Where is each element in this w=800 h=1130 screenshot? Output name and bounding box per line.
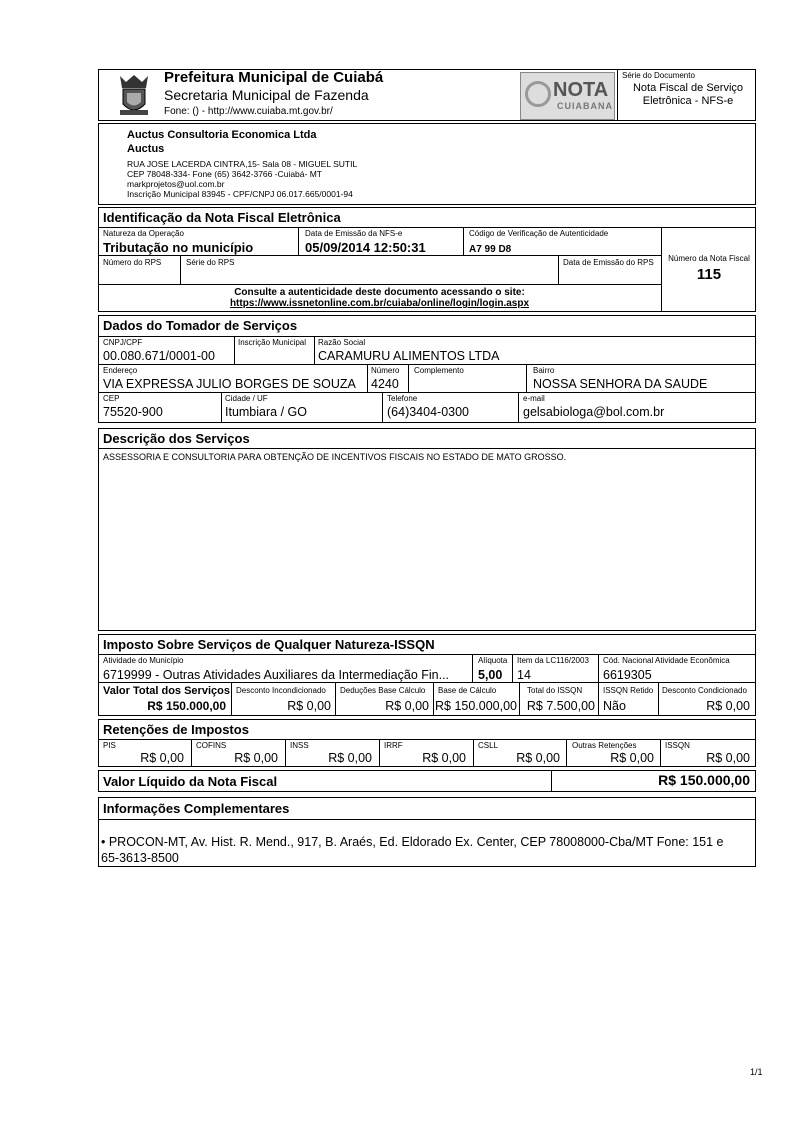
header-subtitle: Secretaria Municipal de Fazenda (164, 87, 369, 103)
services-description: ASSESSORIA E CONSULTORIA PARA OBTENÇÃO DE INCENTIVOS FISCAIS NO ESTADO DE MATO GROSSO. (103, 452, 567, 462)
cod-label: Cód. Nacional Atividade Econômica (603, 656, 730, 665)
desconto-cond-value: R$ 0,00 (706, 699, 750, 713)
provider-email: markprojetos@uol.com.br (127, 179, 225, 189)
data-emissao-value: 05/09/2014 12:50:31 (305, 240, 426, 255)
data-emissao-label: Data de Emissão da NFS-e (305, 229, 403, 238)
cidade-value: Itumbiara / GO (225, 405, 307, 419)
page-number: 1/1 (750, 1067, 763, 1077)
item-label: Item da LC116/2003 (517, 656, 589, 665)
cnpj-value: 00.080.671/0001-00 (103, 349, 215, 363)
desconto-incond-label: Desconto Incondicionado (236, 686, 326, 695)
logo-subtext: CUIABANA (557, 101, 613, 111)
bairro-label: Bairro (533, 366, 555, 375)
complementares-title: Informações Complementares (103, 801, 290, 816)
serie-label: Série do Documento (622, 71, 695, 80)
natureza-value: Tributação no município (103, 240, 254, 255)
desconto-cond-label: Desconto Condicionado (662, 686, 747, 695)
tomador-title: Dados do Tomador de Serviços (103, 318, 298, 333)
serie-line2: Eletrônica - NFS-e (642, 95, 734, 107)
complementares-line1: • PROCON-MT, Av. Hist. R. Mend., 917, B. Araés, Ed. Eldorado Ex. Center, CEP 78008000-Cba/MT Fone: 151 e (101, 835, 724, 849)
provider-registration: Inscrição Municipal 83945 - CPF/CNPJ 06.017.665/0001-94 (127, 189, 353, 199)
logo-text: NOTA (553, 79, 609, 101)
outras-retencoes-value: R$ 0,00 (610, 751, 654, 765)
deducoes-label: Deduções Base Cálculo (340, 686, 426, 695)
cofins-label: COFINS (196, 741, 227, 750)
base-calculo-label: Base de Cálculo (438, 686, 497, 695)
telefone-value: (64)3404-0300 (387, 405, 470, 419)
cep-value: 75520-900 (103, 405, 163, 419)
retencoes-title: Retenções de Impostos (103, 722, 249, 737)
identification-title: Identificação da Nota Fiscal Eletrônica (103, 210, 341, 225)
numero-nota-value: 115 (696, 266, 722, 283)
issqn-retido-value: Não (603, 699, 626, 713)
csll-label: CSLL (478, 741, 499, 750)
deducoes-value: R$ 0,00 (385, 699, 429, 713)
rps-numero-label: Número do RPS (103, 258, 162, 267)
header-title: Prefeitura Municipal de Cuiabá (164, 69, 384, 86)
cod-value: 6619305 (603, 668, 652, 682)
services-title: Descrição dos Serviços (103, 431, 250, 446)
codigo-label: Código de Verificação de Autenticidade (469, 229, 609, 238)
razao-value: CARAMURU ALIMENTOS LTDA (318, 349, 500, 363)
natureza-label: Natureza da Operação (103, 229, 184, 238)
item-value: 14 (517, 668, 531, 682)
consult-text: Consulte a autenticidade deste documento acessando o site: (234, 287, 525, 298)
pis-label: PIS (103, 741, 116, 750)
irrf-label: IRRF (384, 741, 403, 750)
endereco-value: VIA EXPRESSA JULIO BORGES DE SOUZA (103, 377, 356, 391)
numero-label: Número (371, 366, 400, 375)
issqn-ret-label: ISSQN (665, 741, 690, 750)
csll-value: R$ 0,00 (516, 751, 560, 765)
total-servicos-value: R$ 150.000,00 (147, 699, 226, 713)
cep-label: CEP (103, 394, 120, 403)
email-value: gelsabiologa@bol.com.br (523, 405, 665, 419)
liquido-value: R$ 150.000,00 (658, 772, 750, 788)
total-issqn-label: Total do ISSQN (527, 686, 583, 695)
aliquota-value: 5,00 (478, 668, 503, 682)
cnpj-label: CNPJ/CPF (103, 338, 143, 347)
pis-value: R$ 0,00 (140, 751, 184, 765)
provider-short-name: Auctus (127, 143, 165, 155)
total-issqn-value: R$ 7.500,00 (526, 699, 595, 713)
logo-at-icon (525, 81, 551, 107)
endereco-label: Endereço (103, 366, 138, 375)
email-label: e-mail (523, 394, 545, 403)
cidade-label: Cidade / UF (225, 394, 268, 403)
inscricao-label: Inscrição Municipal (238, 338, 307, 347)
cofins-value: R$ 0,00 (234, 751, 278, 765)
telefone-label: Telefone (387, 394, 418, 403)
outras-retencoes-label: Outras Retenções (572, 741, 637, 750)
provider-name: Auctus Consultoria Economica Ltda (127, 129, 317, 141)
complementares-line2: 65-3613-8500 (101, 851, 179, 865)
issqn-title: Imposto Sobre Serviços de Qualquer Natureza-ISSQN (103, 637, 435, 652)
inss-value: R$ 0,00 (328, 751, 372, 765)
desconto-incond-value: R$ 0,00 (287, 699, 331, 713)
consult-url[interactable]: https://www.issnetonline.com.br/cuiaba/online/login/login.aspx (229, 298, 530, 309)
inss-label: INSS (290, 741, 309, 750)
liquido-label: Valor Líquido da Nota Fiscal (103, 774, 278, 789)
complemento-label: Complemento (414, 366, 464, 375)
nota-cuiabana-logo (520, 72, 615, 120)
atividade-label: Atividade do Município (103, 656, 184, 665)
provider-address: RUA JOSE LACERDA CINTRA,15- Sala 08 - MIGUEL SUTIL (127, 159, 358, 169)
codigo-value: A7 99 D8 (469, 244, 512, 255)
rps-serie-label: Série do RPS (186, 258, 235, 267)
provider-cep: CEP 78048-334- Fone (65) 3642-3766 -Cuiabá- MT (127, 169, 322, 179)
issqn-ret-value: R$ 0,00 (706, 751, 750, 765)
aliquota-label: Alíquota (478, 656, 508, 665)
numero-value: 4240 (371, 377, 399, 391)
serie-line1: Nota Fiscal de Serviço (632, 82, 744, 94)
total-servicos-label: Valor Total dos Serviços (103, 685, 230, 697)
rps-data-label: Data de Emissão do RPS (563, 258, 654, 267)
coat-of-arms-icon (116, 72, 152, 118)
issqn-retido-label: ISSQN Retido (603, 686, 654, 695)
atividade-value: 6719999 - Outras Atividades Auxiliares da Intermediação Fin... (103, 668, 450, 682)
base-calculo-value: R$ 150.000,00 (435, 699, 518, 713)
razao-label: Razão Social (318, 338, 366, 347)
numero-nota-label: Número da Nota Fiscal (668, 254, 750, 263)
bairro-value: NOSSA SENHORA DA SAUDE (533, 377, 708, 391)
header-contact: Fone: () - http://www.cuiaba.mt.gov.br/ (164, 106, 333, 117)
irrf-value: R$ 0,00 (422, 751, 466, 765)
